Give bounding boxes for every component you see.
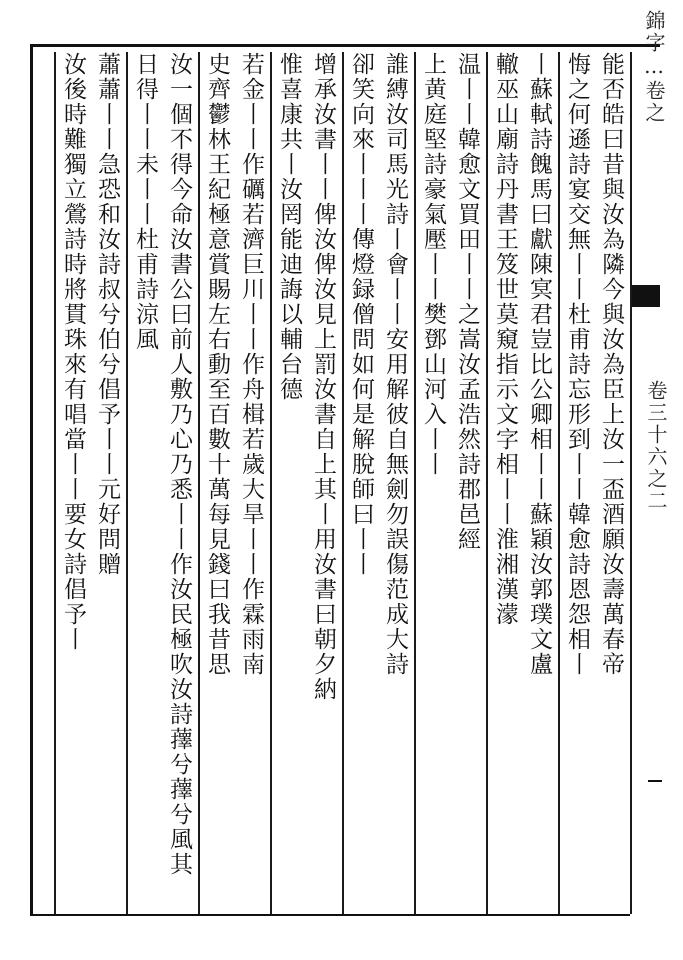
column-rule — [270, 52, 272, 914]
text-column-15: 蕭蕭丨丨急恐和汝詩叔兮伯兮倡予丨丨元好問贈 — [94, 52, 120, 577]
text-column-16: 汝後時難獨立鶯詩時將貫珠來有唱當丨丨要女詩倡予丨 — [60, 52, 86, 652]
text-column-3: 丨蘇軾詩餽馬曰獻陳㝠君豈比公卿相丨丨蘇穎汝郭璞文盧 — [526, 52, 552, 677]
text-column-1: 能否皓曰昔與汝為隣今與汝為臣上汝一盃酒願汝壽萬春帝 — [598, 52, 624, 677]
text-column-10: 惟喜康共丨汝罔能迪誨以輔台德 — [276, 52, 302, 402]
column-rule — [558, 52, 560, 914]
top-frame-line — [30, 44, 660, 47]
column-rule — [486, 52, 488, 914]
header-top-text: 錦字…卷之 — [642, 10, 666, 124]
column-rule — [198, 52, 200, 914]
column-rule — [126, 52, 128, 914]
left-frame-line — [30, 44, 33, 916]
column-rule — [342, 52, 344, 914]
text-column-9: 增承汝書丨丨俾汝俾汝見上罰汝書自上其丨用汝書曰朝夕納 — [310, 52, 336, 702]
text-column-13: 汝一個不得今命汝書公曰前人敷乃心乃悉丨丨作汝民極吹汝詩蘀兮蘀兮風其 — [166, 52, 192, 877]
text-column-7: 誰縛汝司馬光詩丨會丨丨安用解彼自無劍勿誤傷范成大詩 — [382, 52, 408, 677]
bottom-frame-line — [30, 914, 630, 916]
column-rule — [630, 52, 632, 914]
text-column-2: 悔之何遜詩宴交無丨丨杜甫詩忘形到丨丨韓愈詩恩怨相丨 — [564, 52, 590, 677]
fish-tail-mark — [632, 285, 660, 307]
text-column-11: 若金丨丨作礪若濟巨川丨丨作舟楫若歲大旱丨丨作霖雨南 — [238, 52, 264, 677]
text-column-14: 日得丨丨未丨丨杜甫詩涼風 — [132, 52, 158, 352]
text-column-12: 史齊鬱林王紀極意賞賜左右動至百數十萬每見錢曰我昔思 — [204, 52, 230, 677]
text-column-6: 上黄庭堅詩豪氣壓丨丨樊鄧山河入丨丨 — [420, 52, 446, 477]
column-rule — [54, 52, 56, 914]
text-column-4: 轍巫山廟詩丹書王笈世莫窺指示文字相丨丨淮湘漢濛 — [492, 52, 518, 627]
column-rule — [414, 52, 416, 914]
side-volume-label: 卷三十六之二 — [644, 380, 668, 512]
text-column-5: 温丨丨韓愈文買田丨丨之嵩汝孟浩然詩郡邑經 — [454, 52, 480, 552]
margin-mark — [648, 780, 662, 782]
text-column-8: 卻笑向來丨丨丨傳燈録僧問如何是解脫師曰丨丨 — [348, 52, 374, 577]
